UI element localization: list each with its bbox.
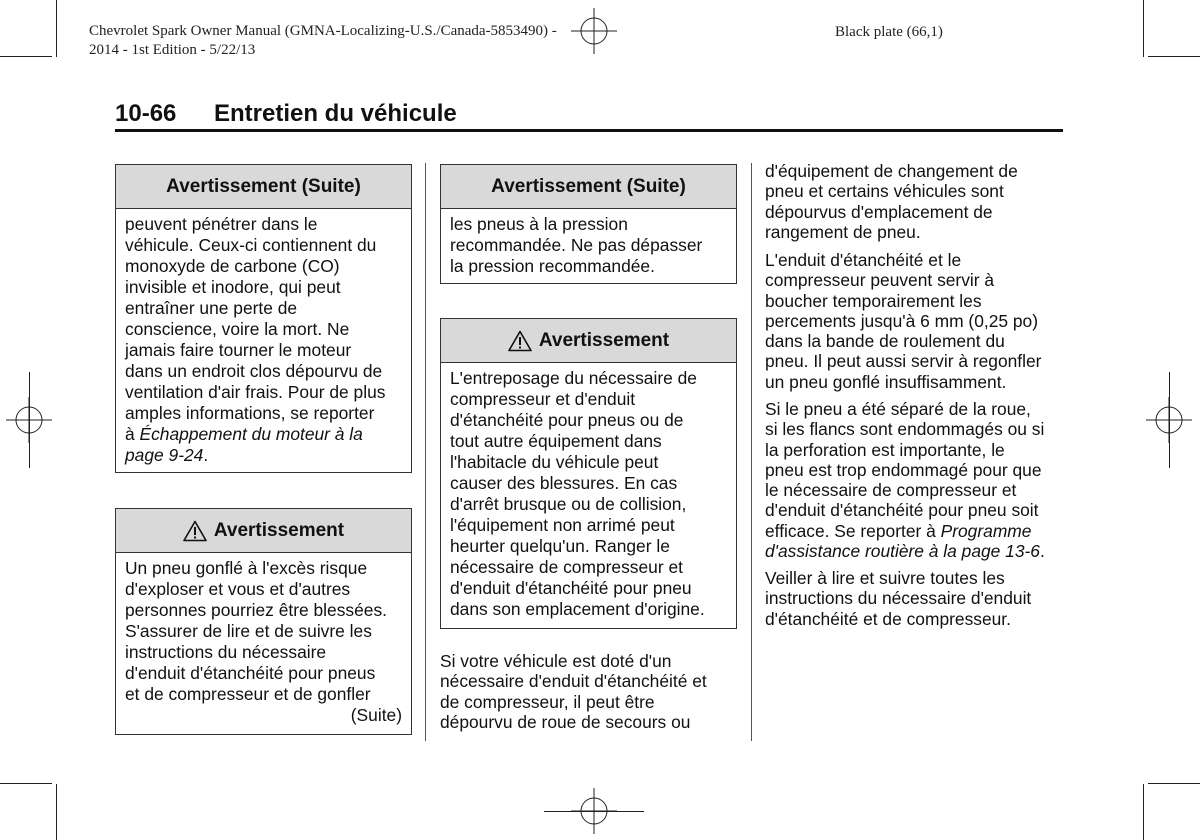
crop-mark-bottom-right-h [1148,783,1200,784]
warning-box-storage [440,318,737,629]
text-line: de compresseur, il peut être [440,691,655,712]
crop-mark-top-left-v [56,0,57,57]
text-line: le nécessaire de compresseur et [765,480,1017,501]
text-line: nécessaire d'enduit d'étanchéité et [440,671,707,692]
registration-mark-top-icon [571,8,617,54]
text-line: si les flancs sont endommagés ou si [765,419,1045,440]
warning-box-body [116,553,411,732]
cross-reference-link[interactable]: Échappement du moteur à la [139,424,363,444]
text-line [765,521,1045,541]
text-line: pneu est trop endommagé pour que [765,459,1042,480]
text-line: pneu et certains véhicules sont [765,181,1004,202]
ref-suffix: . [1039,541,1045,562]
text-line: compresseur peuvent servir à [765,270,995,291]
text-line: d'équipement de changement de [765,161,1018,181]
print-header-line-2: 2014 - 1st Edition - 5/22/13 [89,42,256,58]
text-line: instructions du nécessaire d'enduit [765,588,1032,609]
text-line: percements jusqu'à 6 mm (0,25 po) [765,310,1039,331]
warning-box-continued-2 [440,164,737,284]
warning-box-heading: Avertissement (Suite) [441,165,736,209]
cross-reference-link-page[interactable]: page 9-24 [125,445,204,465]
text-line: heurter quelqu'un. Ranger le [450,536,670,556]
text-line: d'enduit d'étanchéité pour pneu soit [765,500,1039,521]
body-paragraph [765,250,1041,392]
text-line: recommandée. Ne pas dépasser [450,235,703,255]
text-line: conscience, voire la mort. Ne [125,319,350,339]
registration-line-right [1169,372,1170,468]
text-line: invisible et inodore, qui peut [125,277,341,297]
registration-line-left [29,372,30,468]
text-line: la perforation est importante, le [765,439,1005,460]
text-line: d'étanchéité pour pneus ou de [450,410,684,430]
text-line: d'arrêt brusque ou de collision, [450,494,687,514]
text-line: d'exploser et vous et d'autres [125,579,351,599]
warning-box-body [441,363,736,626]
print-header-right: Black plate (66,1) [835,24,943,40]
warning-triangle-icon [508,330,532,352]
text-line: dépourvus d'emplacement de [765,201,993,222]
text-line: Si le pneu a été séparé de la roue, [765,399,1031,419]
crop-mark-top-right-v [1143,0,1144,57]
text-line: rangement de pneu. [765,221,921,242]
warning-box-continued-1 [115,164,412,473]
warning-box-heading: Avertissement (Suite) [116,165,411,209]
text-line: un pneu gonflé insuffisamment. [765,371,1007,392]
body-paragraph [765,568,1031,629]
text-line: personnes pourriez être blessées. [125,600,387,620]
text-line: monoxyde de carbone (CO) [125,256,340,276]
column-divider-1 [425,163,426,741]
print-header-left [89,22,557,60]
warning-box-heading [441,319,736,363]
text-line: l'équipement non arrimé peut [450,515,675,535]
text-line: pneu. Il peut aussi servir à regonfler [765,351,1042,372]
text-line: ventilation d'air frais. Pour de plus [125,382,386,402]
text-line: d'enduit d'étanchéité pour pneu [450,578,692,598]
cross-reference-link-page[interactable]: d'assistance routière à la page 13-6 [765,541,1040,562]
body-paragraph [440,651,707,732]
text-line [125,445,402,466]
title-rule [115,129,1063,132]
crop-mark-bottom-left-h [0,783,52,784]
crop-mark-bottom-right-v [1143,784,1144,840]
warning-heading-text: Avertissement [213,519,345,541]
warning-box-body [116,209,411,472]
text-line: dépourvu de roue de secours ou [440,711,691,732]
warning-box-heading [116,509,411,553]
text-line [125,424,402,445]
text-line: compresseur et d'enduit [450,389,636,409]
crop-mark-top-right-h [1148,56,1200,57]
text-line: jamais faire tourner le moteur [125,340,352,360]
text-line: les pneus à la pression [450,214,628,234]
link-prefix: à [125,424,140,444]
body-paragraph [765,399,1045,561]
text-line: Si votre véhicule est doté d'un [440,651,672,671]
text-line: causer des blessures. En cas [450,473,678,493]
continued-label: (Suite) [350,705,402,725]
crop-mark-bottom-left-v [56,784,57,840]
text-line: dans la bande de roulement du [765,331,1005,352]
text-line: Un pneu gonflé à l'excès risque [125,558,368,578]
link-suffix: . [203,445,209,465]
text-line: dans son emplacement d'origine. [450,599,705,619]
column-divider-2 [751,163,752,741]
warning-box-body [441,209,736,283]
registration-line-bottom [544,811,644,812]
page-title [115,100,1063,128]
text-line: S'assurer de lire et de suivre les [125,621,372,641]
text-line: et de compresseur et de gonfler [125,684,371,704]
warning-box-tire-inflation [115,508,412,735]
cross-reference-link[interactable]: Programme [940,520,1032,541]
page-number: 10-66 [115,100,177,127]
text-line: dans un endroit clos dépourvu de [125,361,383,381]
warning-heading-text: Avertissement [538,329,670,351]
text-line: l'habitacle du véhicule peut [450,452,659,472]
text-line: d'étanchéité et de compresseur. [765,608,1011,629]
text-line: véhicule. Ceux-ci contiennent du [125,235,377,255]
text-line: tout autre équipement dans [450,431,662,451]
crop-mark-top-left-h [0,56,52,57]
text-line: L'enduit d'étanchéité et le [765,250,962,270]
text-line: instructions du nécessaire [125,642,327,662]
text-line: amples informations, se reporter [125,403,375,423]
print-header-line-1: Chevrolet Spark Owner Manual (GMNA-Localizing-U.S./Canada-5853490) - [89,23,557,39]
section-title: Entretien du véhicule [214,100,457,127]
ref-prefix: efficace. Se reporter à [765,520,941,541]
text-line: Veiller à lire et suivre toutes les [765,568,1005,588]
text-line: peuvent pénétrer dans le [125,214,318,234]
text-line [765,541,1045,561]
text-line: boucher temporairement les [765,290,982,311]
body-paragraph [765,161,1018,242]
warning-triangle-icon [183,520,207,542]
text-line: d'enduit d'étanchéité pour pneus [125,663,376,683]
text-line: entraîner une perte de [125,298,298,318]
text-line: nécessaire de compresseur et [450,557,683,577]
text-line: L'entreposage du nécessaire de [450,368,697,388]
text-line: la pression recommandée. [450,256,655,276]
